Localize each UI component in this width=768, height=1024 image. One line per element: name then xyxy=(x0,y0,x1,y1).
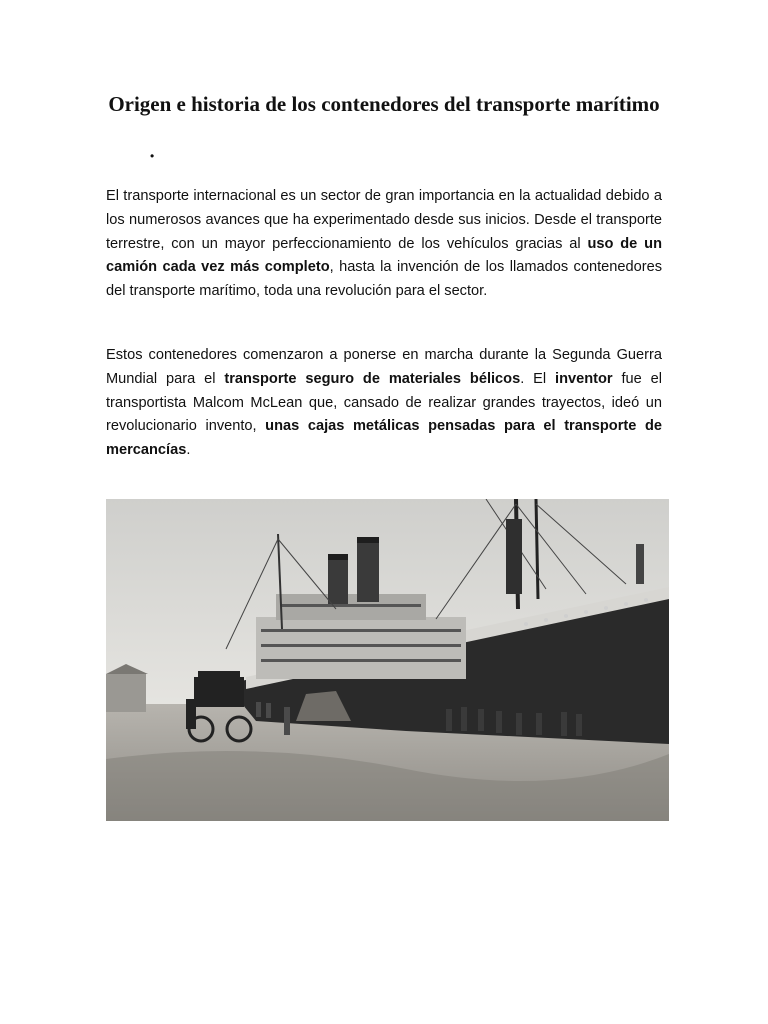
deck-crane xyxy=(506,519,522,594)
text-run: . xyxy=(186,442,191,459)
text-run: , hasta la invención de los llamados contenedores del transporte marítimo, toda una revolución para el sector. xyxy=(106,259,662,300)
funnel-1 xyxy=(328,554,348,604)
bold-phrase: unas cajas metálicas pensadas para el transporte de mercancías xyxy=(106,418,663,459)
building-left xyxy=(106,674,146,712)
steamship-photo xyxy=(106,499,669,821)
text-run: fue el transportista Malcom McLean que, cansado de realizar grandes trayectos, ideó un revolucionario invento, xyxy=(106,370,663,435)
text-run: El transporte internacional es un sector de gran importancia en la actualidad debido a los numerosos avances que ha experimentado desde sus inicios. Desde el transporte terrestre, con un mayor perfeccionamiento de los vehículos gracias al xyxy=(106,188,662,252)
bold-phrase: uso de un camión cada vez más completo xyxy=(106,235,662,276)
funnel-2 xyxy=(357,537,379,602)
funnel-band-1 xyxy=(328,554,348,560)
bullet-point: • xyxy=(150,149,155,163)
bold-phrase: transporte seguro de materiales bélicos xyxy=(224,370,521,387)
paragraph-1 xyxy=(106,185,662,304)
stern-flag-post xyxy=(636,544,644,584)
document-title: Origen e historia de los contenedores del transporte marítimo xyxy=(108,92,660,116)
bold-phrase: inventor xyxy=(555,370,613,387)
paragraph-2 xyxy=(106,344,662,463)
mast-3 xyxy=(536,499,538,599)
funnel-band-2 xyxy=(357,537,379,543)
text-run: . El xyxy=(520,370,556,387)
ship-superstructure xyxy=(256,617,466,679)
text-run: Estos contenedores comenzaron a ponerse en marcha durante la Segunda Guerra Mundial para el xyxy=(106,347,662,387)
